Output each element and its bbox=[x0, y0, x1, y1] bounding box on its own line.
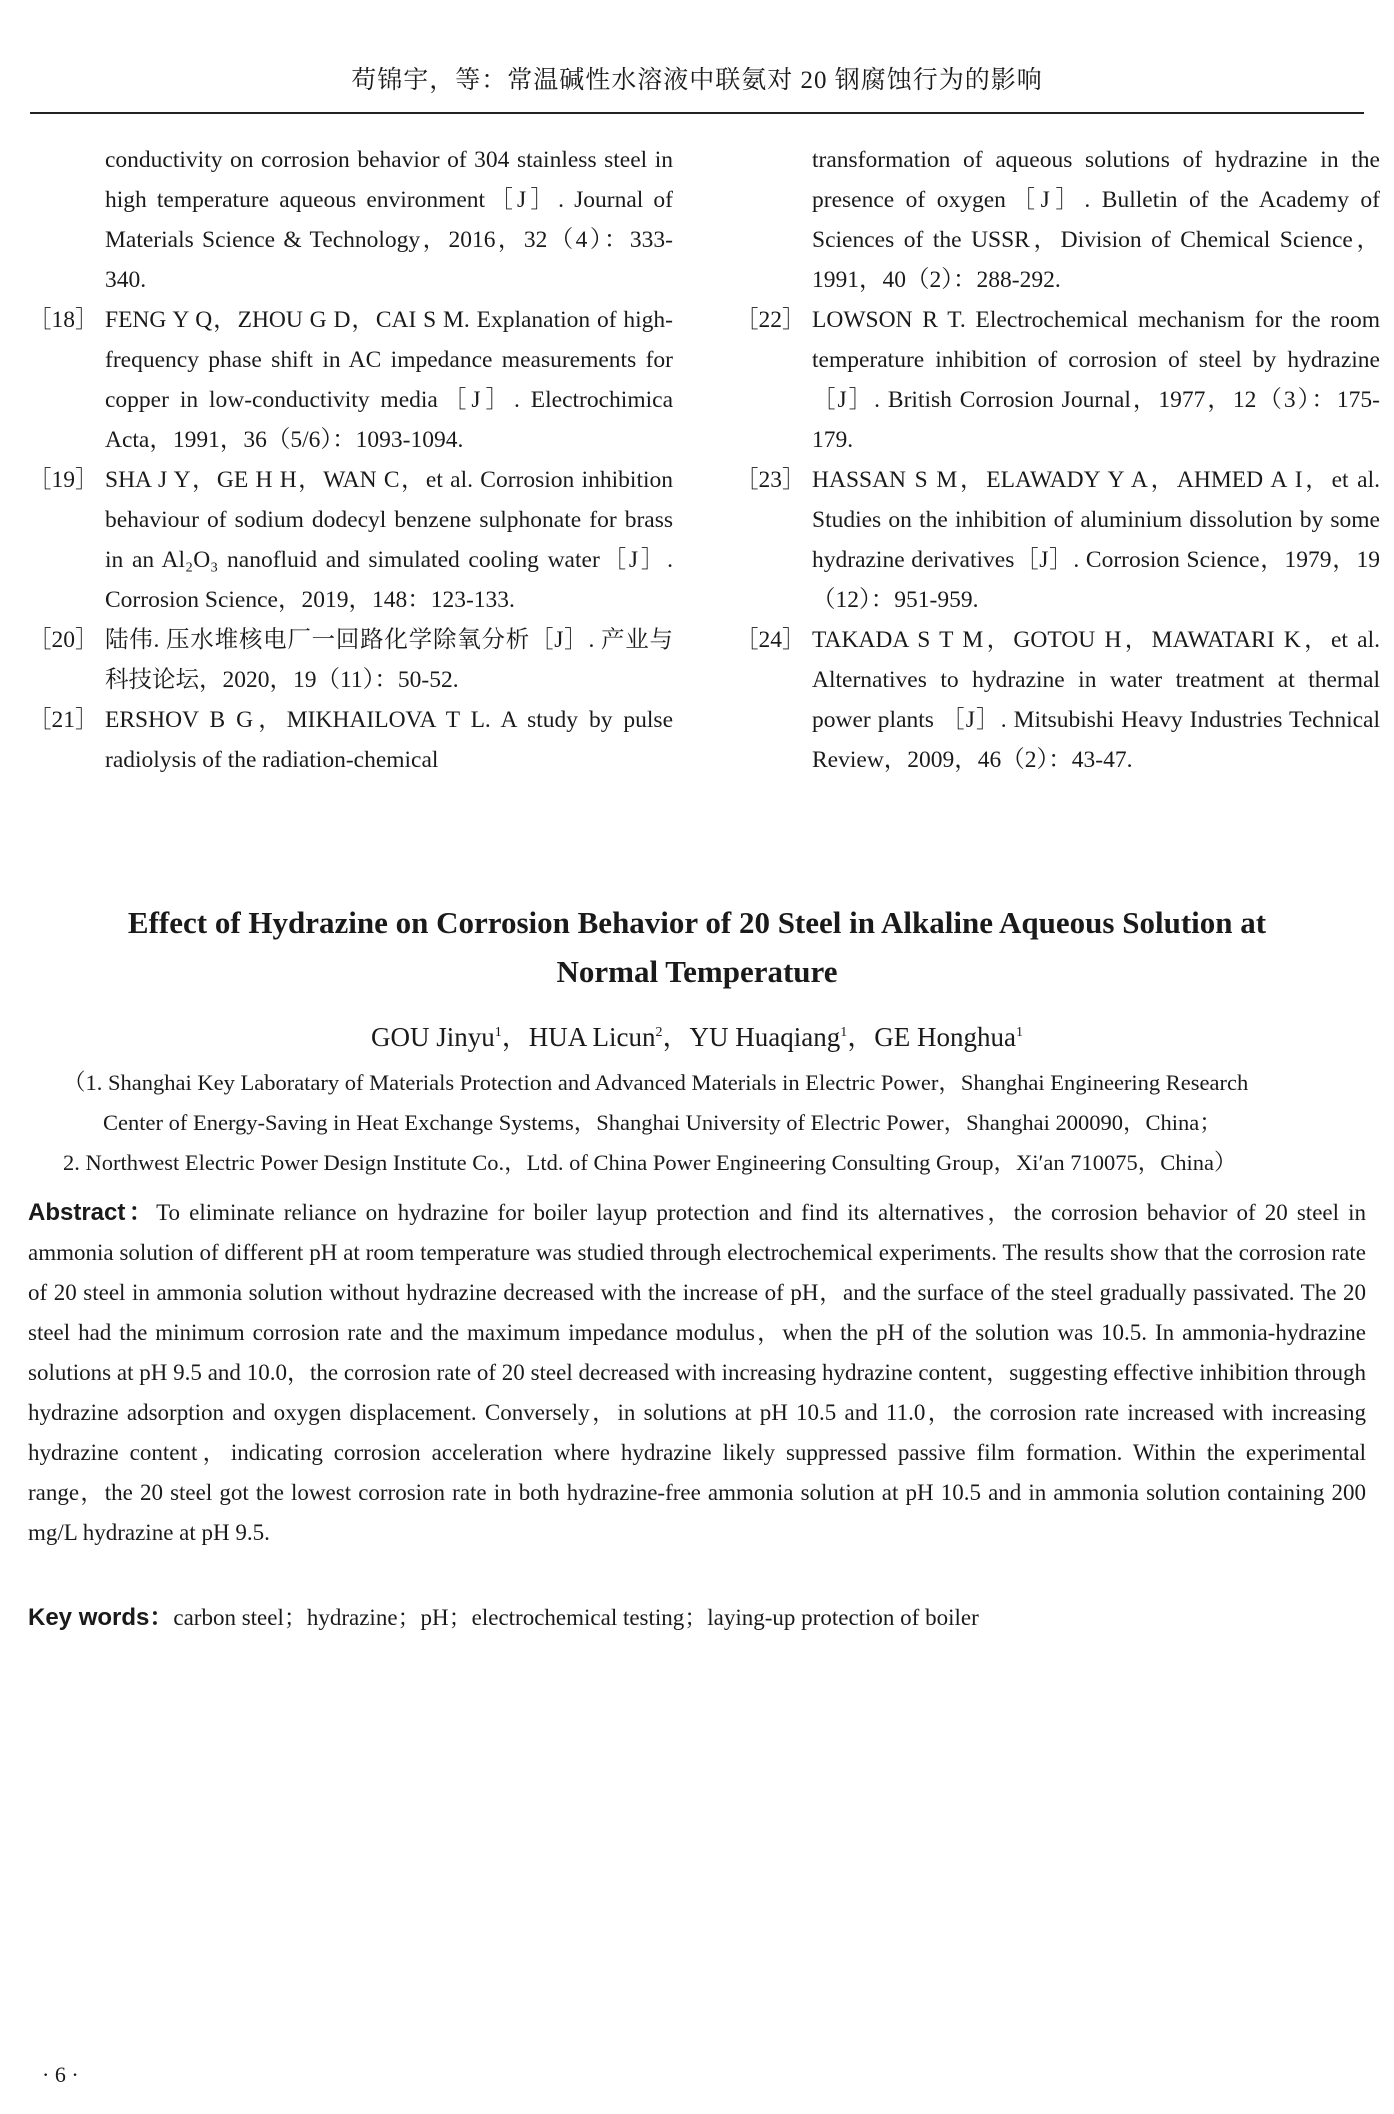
author-separator: ， bbox=[847, 1022, 875, 1052]
references-right-column bbox=[735, 140, 1380, 780]
affiliation-1 bbox=[28, 1063, 1366, 1143]
author-affiliation-mark: 1 bbox=[1015, 1025, 1023, 1040]
reference-item bbox=[28, 300, 673, 460]
running-head: 苟锦宇，等：常温碱性水溶液中联氨对 20 钢腐蚀行为的影响 bbox=[351, 67, 1043, 94]
affiliation-2: 2. Northwest Electric Power Design Institute Co.，Ltd. of China Power Engineering Consulting Group，Xi′an 710075，China） bbox=[63, 1150, 1237, 1175]
references-left-column bbox=[28, 140, 673, 780]
reference-item bbox=[28, 620, 673, 700]
keywords-text: carbon steel；hydrazine；pH；electrochemical testing；laying-up protection of boiler bbox=[173, 1605, 979, 1630]
reference-item bbox=[28, 700, 673, 780]
reference-item bbox=[735, 620, 1380, 780]
reference-text: 陆伟. 压水堆核电厂一回路化学除氧分析［J］. 产业与科技论坛，2020，19（11）：50-52. bbox=[105, 627, 673, 693]
reference-number: ［21］ bbox=[28, 707, 99, 733]
affiliation-1-line-2: Center of Energy-Saving in Heat Exchange Systems，Shanghai University of Electric Power，Shanghai 200090，China； bbox=[103, 1110, 1222, 1135]
reference-number: ［18］ bbox=[28, 307, 99, 333]
keywords bbox=[28, 1598, 1366, 1638]
english-title bbox=[60, 898, 1334, 996]
reference-item bbox=[735, 460, 1380, 620]
reference-text: transformation of aqueous solutions of hydrazine in the presence of oxygen［J］. Bulletin of the Academy of Sciences of the USSR，Division of Chemical Science，1991，40（2）：288-292. bbox=[812, 147, 1380, 293]
reference-text: SHA J Y，GE H H，WAN C，et al. Corrosion inhibition behaviour of sodium dodecyl benzene sulphonate for brass in an Al₂O₃ nanofluid and simulated cooling water［J］. Corrosion Science，2019，148：123-133. bbox=[105, 467, 673, 613]
reference-number: ［19］ bbox=[28, 467, 99, 493]
reference-number: ［20］ bbox=[28, 627, 99, 653]
author-name: YU Huaqiang bbox=[689, 1022, 841, 1052]
reference-item bbox=[735, 140, 1380, 300]
reference-number: ［23］ bbox=[735, 467, 806, 493]
author-affiliation-mark: 1 bbox=[494, 1025, 502, 1040]
author-affiliation-mark: 1 bbox=[840, 1025, 848, 1040]
reference-text: ERSHOV B G，MIKHAILOVA T L. A study by pulse radiolysis of the radiation-chemical bbox=[105, 707, 673, 773]
keywords-label: Key words： bbox=[28, 1604, 174, 1631]
reference-text: conductivity on corrosion behavior of 304 stainless steel in high temperature aqueous environment［J］. Journal of Materials Science & Technology，2016，32（4）：333-340. bbox=[105, 147, 673, 293]
author-name: HUA Licun bbox=[528, 1022, 656, 1052]
author-name: GOU Jinyu bbox=[371, 1022, 495, 1052]
authors-line bbox=[0, 1015, 1394, 1054]
reference-text: TAKADA S T M，GOTOU H，MAWATARI K，et al. Alternatives to hydrazine in water treatment at thermal power plants ［J］. Mitsubishi Heavy Industries Technical Review，2009，46（2）：43-47. bbox=[812, 627, 1380, 773]
reference-item bbox=[28, 140, 673, 300]
reference-number: ［22］ bbox=[735, 307, 806, 333]
author-name: GE Honghua bbox=[874, 1022, 1016, 1052]
author-separator: ， bbox=[501, 1022, 529, 1052]
abstract bbox=[28, 1193, 1366, 1553]
reference-text: HASSAN S M，ELAWADY Y A，AHMED A I，et al. Studies on the inhibition of aluminium dissolution by some hydrazine derivatives［J］. Corrosion Science，1979，19（12）：951-959. bbox=[812, 467, 1380, 613]
author-separator: ， bbox=[662, 1022, 690, 1052]
header-rule bbox=[30, 112, 1364, 114]
reference-item bbox=[28, 460, 673, 620]
affiliation-1-line-1: （1. Shanghai Key Laboratary of Materials Protection and Advanced Materials in Electric Power，Shanghai Engineering Research bbox=[63, 1070, 1249, 1095]
page-number: · 6 · bbox=[42, 2062, 79, 2087]
abstract-label: Abstract： bbox=[28, 1199, 157, 1226]
reference-item bbox=[735, 300, 1380, 460]
reference-text: FENG Y Q，ZHOU G D，CAI S M. Explanation of high-frequency phase shift in AC impedance measurements for copper in low-conductivity media［J］. Electrochimica Acta，1991，36（5/6）：1093-1094. bbox=[105, 307, 673, 453]
title-line-1: Effect of Hydrazine on Corrosion Behavior of 20 Steel in Alkaline Aqueous Solution at bbox=[127, 905, 1267, 940]
author-affiliation-mark: 2 bbox=[655, 1025, 663, 1040]
abstract-text: To eliminate reliance on hydrazine for boiler layup protection and find its alternatives，the corrosion behavior of 20 steel in ammonia solution of different pH at room temperature was studied through electrochemical experiments. The results show that the corrosion rate of 20 steel in ammonia solution without hydrazine decreased with the increase of pH，and the surface of the steel gradually passivated. The 20 steel had the minimum corrosion rate and the maximum impedance modulus，when the pH of the solution was 10.5. In ammonia-hydrazine solutions at pH 9.5 and 10.0，the corrosion rate of 20 steel decreased with increasing hydrazine content，suggesting effective inhibition through hydrazine adsorption and oxygen displacement. Conversely，in solutions at pH 10.5 and 11.0，the corrosion rate increased with increasing hydrazine content，indicating corrosion acceleration where hydrazine likely suppressed passive film formation. Within the experimental range，the 20 steel got the lowest corrosion rate in both hydrazine-free ammonia solution at pH 10.5 and in ammonia solution containing 200 mg/L hydrazine at pH 9.5. bbox=[28, 1200, 1366, 1545]
reference-text: LOWSON R T. Electrochemical mechanism for the room temperature inhibition of corrosion of steel by hydrazine［J］. British Corrosion Journal，1977，12（3）：175-179. bbox=[812, 307, 1380, 453]
title-line-2: Normal Temperature bbox=[556, 954, 838, 989]
reference-number: ［24］ bbox=[735, 627, 806, 653]
